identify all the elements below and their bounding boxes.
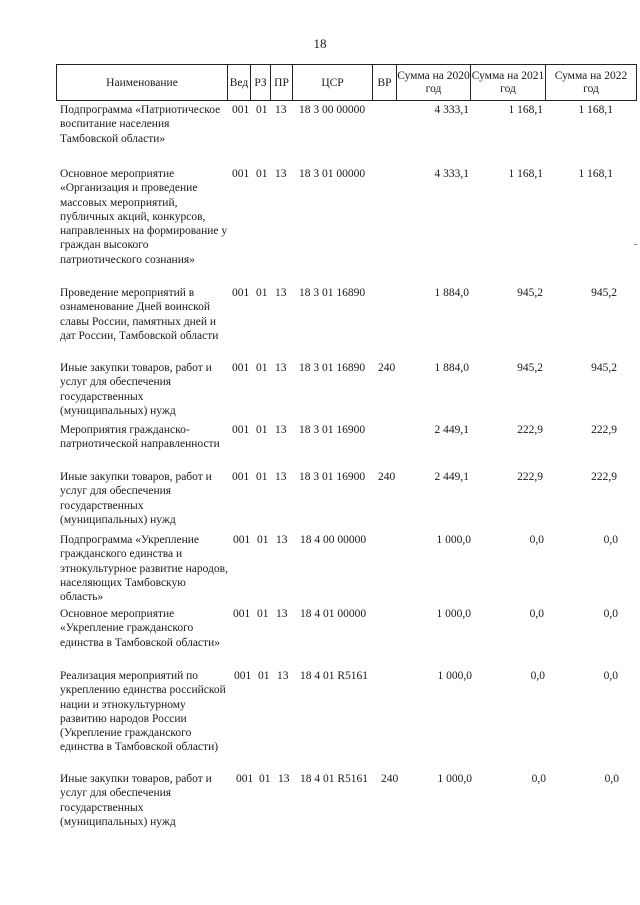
row-pr: 13 (277, 670, 289, 682)
row-name: Иные закупки товаров, работ и услуг для обеспечения государственных (муниципальных) нужд (60, 362, 212, 417)
row-rz: 01 (256, 362, 268, 374)
row-sum-2021: 945,2 (517, 287, 543, 299)
row-sum-2020: 1 000,0 (436, 534, 471, 546)
row-sum-2020: 1 884,0 (434, 362, 469, 374)
row-csr: 18 4 01 R5161 (300, 670, 369, 682)
row-csr: 18 3 01 16890 (299, 287, 366, 299)
row-name: Иные закупки товаров, работ и услуг для обеспечения государственных (муниципальных) нужд (60, 471, 212, 526)
row-sum-2022: 222,9 (591, 471, 617, 483)
row-ved: 001 (236, 773, 254, 785)
row-vr: 240 (378, 471, 396, 483)
row-pr: 13 (278, 773, 290, 785)
row-ved: 001 (232, 362, 250, 374)
row-sum-2021: 1 168,1 (508, 104, 543, 116)
row-vr: 240 (378, 362, 396, 374)
row-ved: 001 (232, 104, 250, 116)
row-name: Основное мероприятие «Укрепление гражданского единства в Тамбовской области» (60, 608, 220, 649)
row-name: Проведение мероприятий в ознаменование Дней воинской славы России, памятных дней и дат России, Тамбовской области (60, 287, 219, 342)
header-vr: ВР (377, 76, 392, 89)
row-csr: 18 4 01 R5161 (300, 773, 369, 785)
row-sum-2022: 1 168,1 (578, 104, 613, 116)
row-sum-2020: 1 000,0 (437, 670, 472, 682)
header-sum-2020: Сумма на 2020 год (397, 70, 470, 95)
row-ved: 001 (234, 670, 252, 682)
row-pr: 13 (275, 362, 287, 374)
header-ved: Вед (229, 76, 249, 89)
row-sum-2020: 1 000,0 (436, 608, 471, 620)
row-csr: 18 3 00 00000 (299, 104, 366, 116)
row-sum-2022: 0,0 (604, 773, 619, 785)
row-csr: 18 4 01 00000 (300, 608, 367, 620)
page-number: 18 (313, 36, 327, 51)
row-sum-2021: 0,0 (529, 608, 544, 620)
row-ved: 001 (232, 424, 250, 436)
row-sum-2021: 222,9 (517, 471, 543, 483)
row-rz: 01 (258, 670, 270, 682)
row-name: Подпрограмма «Патриотическое воспитание населения Тамбовской области» (60, 104, 221, 145)
row-pr: 13 (275, 168, 287, 180)
row-name: Подпрограмма «Укрепление гражданского единства и этнокультурное развитие народов, населяющих Тамбовскую область» (60, 534, 228, 604)
row-rz: 01 (259, 773, 271, 785)
row-sum-2021: 1 168,1 (508, 168, 543, 180)
row-name: Мероприятия гражданско-патриотической направленности (60, 424, 220, 451)
row-csr: 18 3 01 00000 (299, 168, 366, 180)
header-pr: ПР (274, 76, 289, 89)
row-sum-2022: 0,0 (603, 608, 618, 620)
row-name: Иные закупки товаров, работ и услуг для обеспечения государственных (муниципальных) нужд (60, 773, 212, 828)
header-csr: ЦСР (321, 76, 344, 89)
row-sum-2022: 945,2 (591, 362, 617, 374)
row-sum-2021: 222,9 (517, 424, 543, 436)
row-name: Основное мероприятие «Организация и проведение массовых мероприятий, публичных акций, конкурсов, направленных на формирование у граждан высокого патриотического сознания» (60, 168, 228, 266)
row-csr: 18 3 01 16890 (299, 362, 366, 374)
row-rz: 01 (257, 534, 269, 546)
row-rz: 01 (257, 608, 269, 620)
row-sum-2022: 1 168,1 (578, 168, 613, 180)
row-sum-2021: 0,0 (531, 773, 546, 785)
row-sum-2022: 0,0 (603, 534, 618, 546)
row-sum-2020: 1 884,0 (434, 287, 469, 299)
row-pr: 13 (275, 287, 287, 299)
row-pr: 13 (276, 534, 288, 546)
row-rz: 01 (256, 424, 268, 436)
scan-mark (634, 244, 637, 245)
row-rz: 01 (256, 287, 268, 299)
row-pr: 13 (275, 104, 287, 116)
row-sum-2020: 2 449,1 (434, 424, 469, 436)
row-ved: 001 (233, 608, 251, 620)
row-ved: 001 (232, 168, 250, 180)
row-rz: 01 (256, 168, 268, 180)
row-sum-2022: 222,9 (591, 424, 617, 436)
row-pr: 13 (275, 424, 287, 436)
row-sum-2021: 945,2 (517, 362, 543, 374)
row-sum-2021: 0,0 (529, 534, 544, 546)
row-sum-2020: 4 333,1 (434, 168, 469, 180)
row-csr: 18 3 01 16900 (299, 471, 366, 483)
header-sum-2021: Сумма на 2021 год (471, 70, 545, 95)
row-ved: 001 (232, 287, 250, 299)
row-rz: 01 (256, 104, 268, 116)
row-ved: 001 (233, 534, 251, 546)
row-sum-2020: 1 000,0 (437, 773, 472, 785)
row-vr: 240 (381, 773, 399, 785)
row-csr: 18 3 01 16900 (299, 424, 366, 436)
row-pr: 13 (276, 608, 288, 620)
row-rz: 01 (256, 471, 268, 483)
row-ved: 001 (232, 471, 250, 483)
row-sum-2022: 945,2 (591, 287, 617, 299)
header-bottom-rule (56, 100, 636, 101)
header-vline (636, 64, 637, 101)
header-rz: РЗ (254, 76, 267, 89)
header-name: Наименование (106, 76, 178, 89)
row-sum-2021: 0,0 (530, 670, 545, 682)
row-sum-2020: 2 449,1 (434, 471, 469, 483)
row-pr: 13 (275, 471, 287, 483)
header-top-rule (56, 64, 636, 65)
header-sum-2022: Сумма на 2022 год (554, 70, 628, 95)
row-sum-2020: 4 333,1 (434, 104, 469, 116)
row-csr: 18 4 00 00000 (300, 534, 367, 546)
row-sum-2022: 0,0 (603, 670, 618, 682)
row-name: Реализация мероприятий по укреплению единства российской нации и этнокультурному развитию народов России (Укрепление гражданского единства в Тамбовской области) (60, 670, 226, 754)
